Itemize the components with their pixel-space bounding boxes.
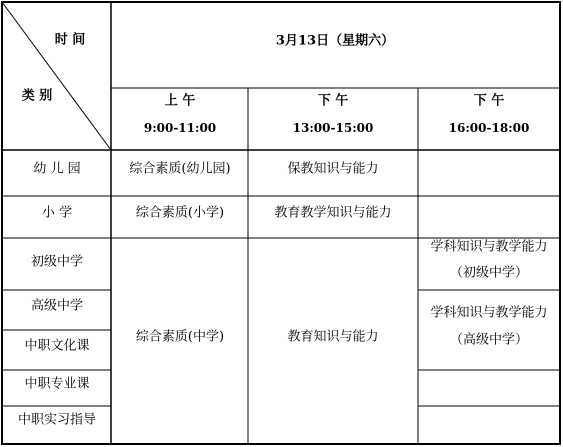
cell-primary-morning: 综合素质(小学)	[135, 205, 225, 221]
session-afternoon-time: 13:00-15:00	[292, 121, 374, 135]
row-label-kindergarten: 幼 儿 园	[33, 161, 81, 177]
exam-date: 3月13日（星期六）	[275, 33, 395, 49]
session-morning-period: 上 午	[164, 93, 196, 109]
cell-senior-late-line1: 学科知识与教学能力	[430, 305, 548, 321]
cell-kindergarten-morning: 综合素质(幼儿园)	[129, 161, 231, 177]
cell-secondary-morning: 综合素质(中学)	[135, 329, 225, 345]
cell-senior-late-line2: （高级中学）	[449, 332, 529, 348]
session-late-afternoon-period: 下 午	[473, 93, 505, 109]
row-label-primary: 小 学	[41, 205, 73, 221]
cell-junior-late-line2: （初级中学）	[449, 265, 529, 281]
row-label-senior: 高级中学	[30, 298, 84, 314]
row-label-junior: 初级中学	[30, 254, 84, 270]
category-header-label: 类 别	[21, 88, 53, 104]
row-label-vocational-culture: 中职文化课	[24, 338, 90, 354]
session-late-afternoon-time: 16:00-18:00	[448, 121, 530, 135]
session-afternoon-period: 下 午	[317, 93, 349, 109]
time-header-label: 时 间	[54, 32, 86, 48]
session-morning-time: 9:00-11:00	[143, 121, 217, 135]
row-label-vocational-major: 中职专业课	[24, 376, 90, 392]
row-label-vocational-practice: 中职实习指导	[17, 412, 97, 428]
cell-primary-afternoon: 教育教学知识与能力	[274, 205, 392, 221]
cell-secondary-afternoon: 教育知识与能力	[287, 329, 379, 345]
cell-kindergarten-afternoon: 保教知识与能力	[287, 161, 379, 177]
cell-junior-late-line1: 学科知识与教学能力	[430, 239, 548, 255]
